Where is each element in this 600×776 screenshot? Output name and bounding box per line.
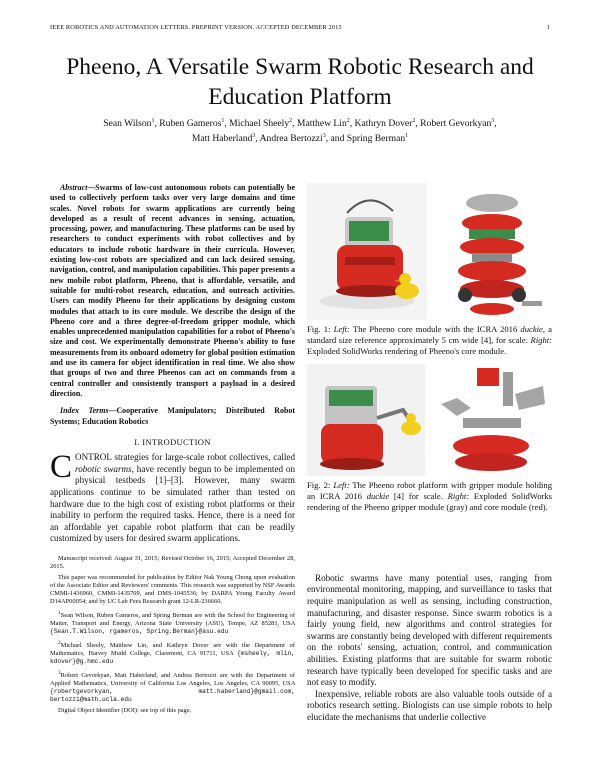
intro-paragraph xyxy=(50,449,295,545)
fig2-left: Left: xyxy=(333,480,350,491)
fig2-text2: [4] for scale. xyxy=(389,491,448,502)
author-name: Kathryn Dover xyxy=(354,118,413,130)
body-paragraph-1: Robotic swarms have many potential uses, ranging from environmental monitoring, mapping, and surveillance to tasks that require manipulation as well as sensing, including construction, manufacturing, and disaster response. Since swarm robotics is a fairly young field, new algorithms and control strategies for swarms are constantly being developed with different requirements on the robots' sensing, actuation, control, and communication abilities. Existing platforms that are suitable for swarm robotic research have typically been developed for specific tasks and are not easy to modify. xyxy=(307,572,552,688)
figure-2 xyxy=(307,364,552,476)
paper-title xyxy=(50,52,550,112)
robot-shell xyxy=(337,245,403,291)
author-name: Andrea Bertozzi xyxy=(259,133,323,145)
footnote-doi: Digital Object Identifier (DOI): see top of this page. xyxy=(58,707,192,715)
affiliation-2-text: Michael Sheely, Matthew Lin, and Kathryn Dover are with the Department of Mathematics, Harvey Mudd College, Claremont, CA 91711, USA xyxy=(50,642,295,658)
index-terms-label: Index Terms xyxy=(60,406,109,416)
affiliation-3-email: {robertgevorkyan, matt.haberland}@gmail.com, bertozzi@math.ucla.edu xyxy=(50,688,295,704)
author-name: Ruben Gameros xyxy=(159,118,222,130)
fig1-text3: Exploded SolidWorks rendering of Pheeno's core module. xyxy=(307,345,507,356)
author-affiliation: 3 xyxy=(322,133,326,140)
author-name: Matt Haberland xyxy=(191,133,253,145)
left-column xyxy=(50,183,295,718)
footnote-affiliation-3: $^3$Robert Gevorkyan, Matt Haberland, and Andrea Bertozzi are with the Department of Applied Mathematics, University of California Los Angeles, Los Angeles, CA 90095, USA {robertgevorkyan, matt.haberland}@gmail.com, bertozzi@math.ucla.edu xyxy=(50,670,295,704)
intro-rest: , have recently begun to be implemented on physical testbeds [1]–[3]. However, many swarm applications continue to be simulated rather than tested on hardware due to the high cost of existing robot platforms or their inability to perform the required tasks. Hence, there is a need for an affordable yet capable robot platform that can be readily customized by users for desired swarm applications. xyxy=(50,463,295,544)
fig1-label: Fig. 1: xyxy=(307,324,331,334)
fig2-duckie: duckie xyxy=(366,491,390,502)
exploded-cap xyxy=(466,194,518,212)
affiliation-1-email: {Sean.T.Wilson, rgameros, Spring.Berman}@asu.edu xyxy=(50,628,229,635)
fig2-text3: Exploded SolidWorks rendering of the Pheeno gripper module (gray) and core module (red). xyxy=(307,491,552,512)
intro-lead: ONTROL strategies for large-scale robot collectives, called xyxy=(75,452,295,463)
figure-1-caption xyxy=(307,324,552,356)
author-affiliation: 2 xyxy=(346,118,350,124)
intro-emphasis: robotic swarms xyxy=(75,463,132,474)
author-name: Sean Wilson xyxy=(103,118,152,130)
author-affiliation: 2 xyxy=(289,118,293,124)
title-line-1: Pheeno, A Versatile Swarm Robotic Research and xyxy=(66,54,534,80)
duckie xyxy=(401,421,421,435)
drop-cap: C xyxy=(50,449,73,486)
author-affiliation: 2 xyxy=(412,118,416,124)
author-affiliation: 1 xyxy=(151,118,155,124)
author-affiliation: 1 xyxy=(405,133,409,140)
section-heading: I. INTRODUCTION xyxy=(134,436,211,447)
fig1-right: Right: xyxy=(530,334,552,345)
running-head xyxy=(50,24,550,31)
fig1-left: Left: xyxy=(333,324,350,334)
index-terms-text: Cooperative Manipulators; Distributed Robot Systems; Education Robotics xyxy=(50,406,295,426)
gripper-part xyxy=(503,372,513,406)
figure-1-image xyxy=(307,183,552,320)
author-name: Robert Gevorkyan xyxy=(420,118,492,130)
running-head-text: IEEE ROBOTICS AND AUTOMATION LETTERS. PREPRINT VERSION. ACCEPTED DECEMBER 2015 xyxy=(50,24,342,31)
author-name: Spring Berman xyxy=(346,133,406,145)
title-line-2: Education Platform xyxy=(208,84,392,110)
figure-2-image xyxy=(307,364,552,476)
fig1-duckie: duckie xyxy=(520,324,543,334)
abstract-text: Swarms of low-cost autonomous robots can potentially be used to collectively perform tasks over very large domains and time scales. Novel robots for swarm applications are currently being developed as a result of recent advances in sensing, actuation, processing, power, and manufacturing. These platforms can be used by researchers to conduct experiments with robot collectives and by educators to include robotic hardware in their curricula. However, existing low-cost robots are specialized and can lack desired sensing, navigation, control, and manipulation capabilities. This paper presents a new mobile robot platform, Pheeno, that is affordable, versatile, and suitable for multi-robot research, education, and outreach activities. Users can modify Pheeno for their applications by designing custom modules that attach to its core module. We describe the design of the Pheeno core and a three degree-of-freedom gripper module, which enables unprecedented manipulation capabilities for a robot of Pheeno's size and cost. We experimentally demonstrate Pheeno's ability to fuse measurements from its onboard odometry for global position estimation and use its camera for object identification in real time. We also show that groups of two and three Pheenos can act on commands from a central controller and consistently transport a payload in a desired direction. xyxy=(50,183,295,398)
figure-1 xyxy=(307,183,552,320)
author-affiliation: 1 xyxy=(221,118,225,124)
footnote-received: Manuscript received: August 31, 2015; Revised October 16, 2015; Accepted December 28, 2015. xyxy=(50,554,295,570)
affiliation-2-email: {msheely, mlin, kdover}@g.hmc.edu xyxy=(50,650,295,666)
right-body-text xyxy=(307,573,552,724)
fig2-label: Fig. 2: xyxy=(307,480,331,491)
abstract: Abstract—Swarms of low-cost autonomous robots can potentially be used to collectively perform tasks over very large domains and time scales. Novel robots for swarm applications are currently being developed as a result of recent advances in sensing, actuation, processing, power, and manufacturing. These platforms can be used by researchers to conduct experiments with robot collectives and by educators to include robotic hardware in their curricula. However, existing low-cost robots are specialized and can lack desired sensing, navigation, control, and manipulation capabilities. This paper presents a new mobile robot platform, Pheeno, that is affordable, versatile, and suitable for multi-robot research, education, and outreach activities. Users can modify Pheeno for their applications by designing custom modules that attach to its core module. We describe the design of the Pheeno core and a three degree-of-freedom gripper module, which enables unprecedented manipulation capabilities for a robot of Pheeno's size and cost. We experimentally demonstrate Pheeno's ability to fuse measurements from its onboard odometry for global position estimation and use its camera for object identification in real time. We also show that groups of two and three Pheenos can act on commands from a central controller and consistently transport a payload in a desired direction. xyxy=(50,183,295,398)
right-column xyxy=(307,183,552,724)
body-paragraph-2: Inexpensive, reliable robots are also valuable tools outside of a robotics research setting. Biologists can use simple robots to help elucidate the mechanisms that underlie collective xyxy=(307,688,552,722)
figure-2-caption xyxy=(307,480,552,512)
author-list: Sean Wilson$^1$, Ruben Gameros$^1$, Michael Sheely$^2$, Matthew Lin$^2$, Kathryn Dover$^2$, Robert Gevorkyan$^3$, Matt Haberland$^3$, Andrea Bertozzi$^3$, and Spring Berman$^1$ xyxy=(103,118,497,145)
author-affiliation: 3 xyxy=(491,118,495,124)
abstract-label: Abstract xyxy=(60,183,88,192)
affiliation-3-text: Robert Gevorkyan, Matt Haberland, and Andrea Bertozzi are with the Department of Applied Mathematics, University of California Los Angeles, Los Angeles, CA 90095, USA xyxy=(50,672,295,688)
affiliation-1-text: Sean Wilson, Ruben Gameros, and Spring Berman are with the School for Engineering of Matter, Transport and Energy, Arizona State University (ASU), Tempe, AZ 85281, USA xyxy=(50,612,295,627)
footnote-affiliation-1: $^1$Sean Wilson, Ruben Gameros, and Spring Berman are with the School for Engineering of Matter, Transport and Energy, Arizona State University (ASU), Tempe, AZ 85281, USA {Sean.T.Wilson, rgameros, Spring.Berman}@asu.edu xyxy=(50,609,295,635)
page-number: 1 xyxy=(546,24,550,31)
fig2-text1: The Pheeno robot platform with gripper module holding an ICRA 2016 xyxy=(307,480,552,502)
fig1-text1: The Pheeno core module with the ICRA 2016 xyxy=(349,324,521,334)
author-affiliation: 3 xyxy=(252,133,256,140)
author-name: Matthew Lin xyxy=(296,118,347,130)
authors-and: and xyxy=(330,133,345,145)
author-name: Michael Sheely xyxy=(229,118,290,130)
index-terms: Index Terms—Cooperative Manipulators; Distributed Robot Systems; Education Robotics xyxy=(50,406,295,426)
footnote-affiliation-2: $^2$Michael Sheely, Matthew Lin, and Kathryn Dover are with the Department of Mathematics, Harvey Mudd College, Claremont, CA 91711, USA {msheely, mlin, kdover}@g.hmc.edu xyxy=(50,640,295,666)
fig1-text2: , a standard size reference approximately 5 cm wide [4], for scale. xyxy=(307,324,552,345)
duckie xyxy=(395,283,419,299)
footnotes xyxy=(50,555,295,715)
fig2-right: Right: xyxy=(447,491,470,502)
footnote-recommended: This paper was recommended for publication by Editor Nak Young Chong upon evaluation of the Associate Editor and Reviewers' comments. This research was supported by NSF Awards CMMI-1436960, CMMI-1435709, and DMS-1045536; by DARPA Young Faculty Award D14AP00054; and by UC Lab Fees Research grant 12-LR-236660. xyxy=(50,573,295,605)
